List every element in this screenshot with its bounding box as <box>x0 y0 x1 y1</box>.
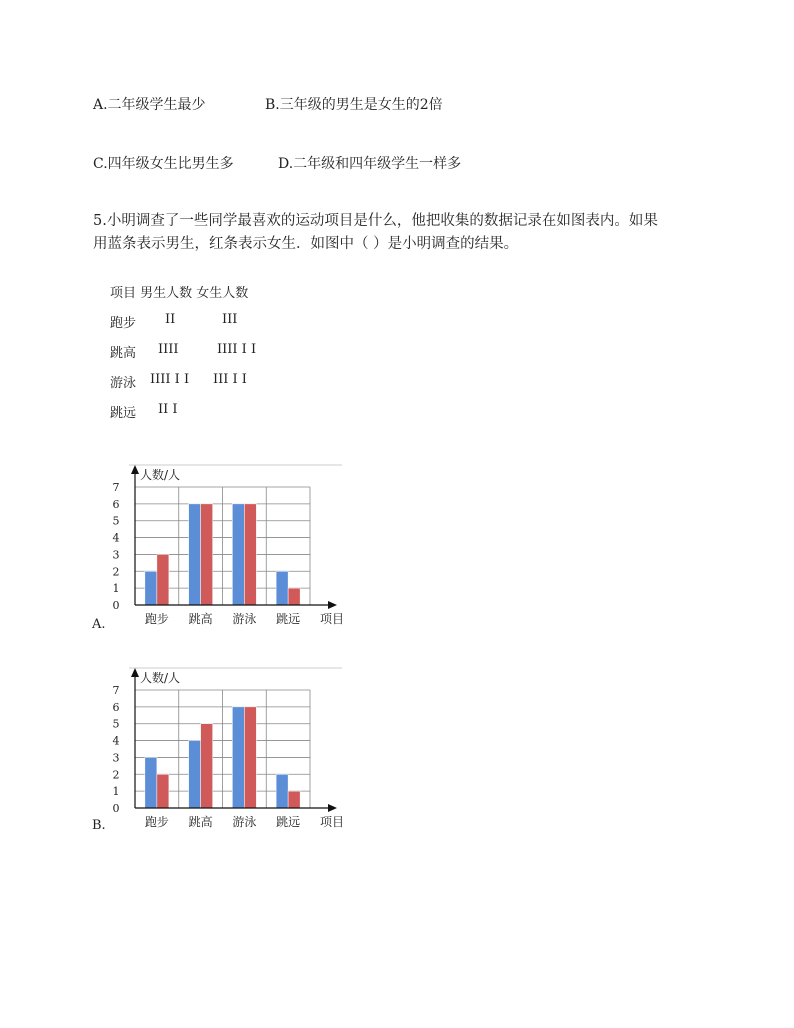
y-axis-label: 人数/人 <box>140 671 181 685</box>
question-line-1: 5.小明调查了一些同学最喜欢的运动项目是什么，他把收集的数据记录在如图表内。如果 <box>93 213 658 229</box>
x-tick-label: 游泳 <box>232 815 257 829</box>
y-tick-label: 5 <box>112 514 120 528</box>
bar <box>232 504 244 605</box>
bar <box>288 588 300 605</box>
tally-header: 项目 男生人数 女生人数 <box>110 286 249 301</box>
bar <box>201 724 213 808</box>
y-tick-label: 5 <box>112 717 120 731</box>
x-axis-label: 项目 <box>320 612 345 626</box>
bar <box>189 504 201 605</box>
tally-girls: IIII I I <box>217 342 257 357</box>
bar <box>145 571 157 605</box>
y-tick-label: 0 <box>112 599 120 612</box>
y-tick-label: 4 <box>112 734 120 748</box>
x-tick-label: 跳高 <box>188 612 213 626</box>
tally-boys: II <box>165 312 176 327</box>
bar <box>244 504 256 605</box>
bar-chart-a <box>92 462 362 637</box>
bar <box>201 504 213 605</box>
y-tick-label: 6 <box>112 700 120 714</box>
option-b-prev: B.三年级的男生是女生的2倍 <box>265 97 443 113</box>
chart-option-label: B. <box>92 818 106 833</box>
y-tick-label: 0 <box>112 802 120 815</box>
option-c-prev: C.四年级女生比男生多 <box>93 156 234 172</box>
bar <box>157 774 169 808</box>
x-tick-label: 跳远 <box>276 612 301 626</box>
y-tick-label: 3 <box>112 751 120 765</box>
tally-boys: IIII <box>158 342 179 357</box>
tally-girls: III I I <box>213 372 247 387</box>
x-tick-label: 跑步 <box>144 815 169 829</box>
bar-chart-b <box>92 665 362 840</box>
option-a-prev: A.二年级学生最少 <box>93 97 206 113</box>
chart-option-label: A. <box>92 617 106 632</box>
option-d-prev: D.二年级和四年级学生一样多 <box>278 156 462 172</box>
y-axis-arrow <box>131 668 139 677</box>
tally-boys: II I <box>158 402 178 417</box>
tally-boys: IIII I I <box>150 372 190 387</box>
y-axis-label: 人数/人 <box>140 468 181 482</box>
tally-row-name: 跳高 <box>110 346 137 361</box>
bar <box>232 707 244 808</box>
question-text <box>93 210 658 256</box>
tally-girls: III <box>222 312 238 327</box>
y-tick-label: 1 <box>112 785 120 799</box>
bar <box>244 707 256 808</box>
y-axis-arrow <box>131 465 139 474</box>
bar <box>189 741 201 808</box>
y-tick-label: 1 <box>112 582 120 596</box>
tally-row-name: 跑步 <box>110 316 137 331</box>
x-tick-label: 跳远 <box>276 815 301 829</box>
question-line-2: 用蓝条表示男生，红条表示女生．如图中（ ）是小明调查的结果。 <box>93 236 519 252</box>
y-tick-label: 2 <box>112 768 120 782</box>
bar <box>276 774 288 808</box>
bar <box>157 554 169 605</box>
y-tick-label: 7 <box>112 684 120 697</box>
y-tick-label: 2 <box>112 565 120 579</box>
bar <box>288 791 300 808</box>
x-tick-label: 游泳 <box>232 612 257 626</box>
tally-row-name: 游泳 <box>110 376 137 391</box>
x-axis-arrow <box>328 601 337 609</box>
x-axis-arrow <box>328 804 337 812</box>
x-tick-label: 跑步 <box>144 612 169 626</box>
tally-row-name: 跳远 <box>110 406 137 421</box>
y-tick-label: 7 <box>112 481 120 494</box>
y-tick-label: 4 <box>112 531 120 545</box>
x-tick-label: 跳高 <box>188 815 213 829</box>
bar <box>276 571 288 605</box>
x-axis-label: 项目 <box>320 815 345 829</box>
y-tick-label: 6 <box>112 497 120 511</box>
y-tick-label: 3 <box>112 548 120 562</box>
bar <box>145 757 157 808</box>
